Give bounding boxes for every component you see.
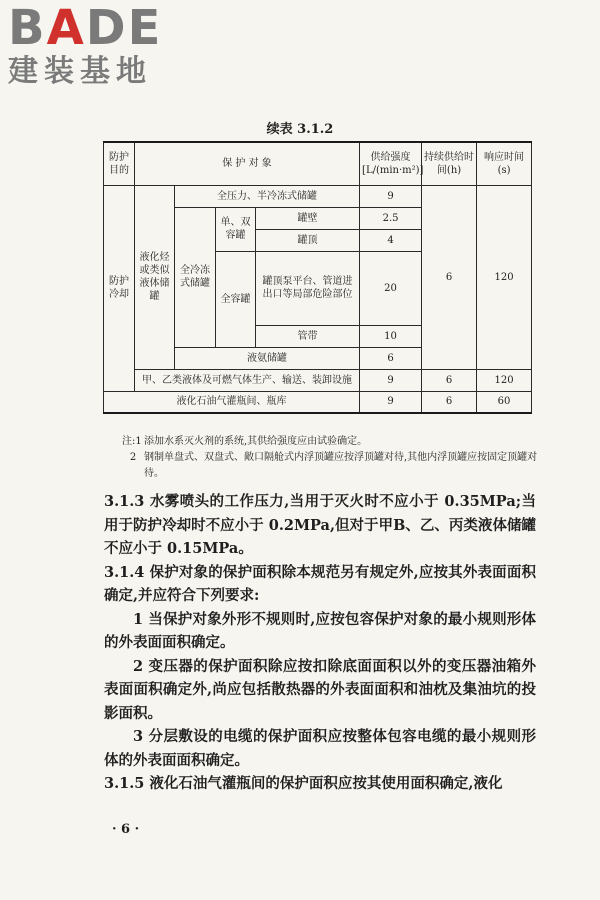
pipe-belt-intensity: 10 (360, 325, 422, 347)
lpg-intensity: 9 (360, 391, 422, 413)
facility-label: 甲、乙类液体及可燃气体生产、输送、装卸设施 (135, 369, 360, 391)
note-2: 2 钢制单盘式、双盘式、敞口隔舱式内浮顶罐应按浮顶罐对待,其他内浮顶罐应按固定顶罐对待。 (129, 452, 538, 479)
table-title: 续表 3.1.2 (266, 122, 334, 137)
clause-3-1-3: 3.1.3 水雾喷头的工作压力,当用于灭火时不应小于 0.35MPa;当用于防护冷却时不应小于 0.2MPa,但对于甲B、乙、丙类液体储罐不应小于 0.15MPa。 (104, 493, 536, 557)
header-purpose: 防护目的 (104, 142, 135, 185)
clause-item-2: 2 变压器的保护面积除应按扣除底面面积以外的变压器油箱外表面面积确定外,尚应包括散热器的外表面面积和油枕及集油坑的投影面积。 (104, 657, 536, 722)
table-row (104, 369, 532, 391)
lpg-response: 60 (477, 391, 532, 413)
pipe-belt-label: 管带 (256, 325, 360, 347)
body-text (104, 490, 536, 796)
header-intensity: 供给强度 [L/(min·m²)] (360, 142, 422, 185)
brand-logo (8, 2, 162, 90)
group-duration: 6 (422, 185, 477, 369)
top-pump-intensity: 20 (360, 251, 422, 325)
full-refrigerated-cell: 全冷冻式储罐 (175, 207, 216, 347)
full-containment-cell: 全容罐 (216, 251, 256, 347)
page-number: · 6 · (112, 822, 140, 837)
clause-3-1-5: 3.1.5 液化石油气灌瓶间的保护面积应按其使用面积确定,液化 (104, 775, 503, 792)
group-response: 120 (477, 185, 532, 369)
table-notes (122, 434, 542, 482)
lpg-duration: 6 (422, 391, 477, 413)
full-pressure-intensity: 9 (360, 185, 422, 207)
note-1: 注:1 添加水系灭火剂的系统,其供给强度应由试验确定。 (122, 436, 368, 447)
group-liquid-cell: 液化烃或类似液体储罐 (135, 185, 175, 369)
header-response: 响应时间(s) (477, 142, 532, 185)
table-header-row (104, 142, 532, 185)
ammonia-intensity: 6 (360, 347, 422, 369)
tank-wall-intensity: 2.5 (360, 207, 422, 229)
full-pressure-label: 全压力、半冷冻式储罐 (175, 185, 360, 207)
header-duration: 持续供给时间(h) (422, 142, 477, 185)
clause-item-1: 1 当保护对象外形不规则时,应按包容保护对象的最小规则形体的外表面面积确定。 (104, 610, 536, 651)
clause-item-3: 3 分层敷设的电缆的保护面积应按整体包容电缆的最小规则形体的外表面面积确定。 (104, 728, 536, 769)
logo-wordmark: BADE (8, 0, 163, 56)
tank-top-intensity: 4 (360, 229, 422, 251)
facility-duration: 6 (422, 369, 477, 391)
facility-intensity: 9 (360, 369, 422, 391)
purpose-cell: 防护冷却 (104, 185, 135, 391)
ammonia-label: 液氨储罐 (175, 347, 360, 369)
logo-subtitle: 建装基地 (8, 54, 152, 89)
table-row (104, 185, 532, 207)
lpg-label: 液化石油气灌瓶间、瓶库 (104, 391, 360, 413)
header-object: 保 护 对 象 (135, 142, 360, 185)
facility-response: 120 (477, 369, 532, 391)
spec-table (103, 141, 532, 414)
tank-top-label: 罐顶 (256, 229, 360, 251)
tank-wall-label: 罐壁 (256, 207, 360, 229)
table-row (104, 391, 532, 413)
single-double-cell: 单、双容罐 (216, 207, 256, 251)
clause-3-1-4: 3.1.4 保护对象的保护面积除本规范另有规定外,应按其外表面面积确定,并应符合下列要求: (104, 563, 536, 604)
top-pump-label: 罐顶泵平台、管道进出口等局部危险部位 (256, 251, 360, 325)
